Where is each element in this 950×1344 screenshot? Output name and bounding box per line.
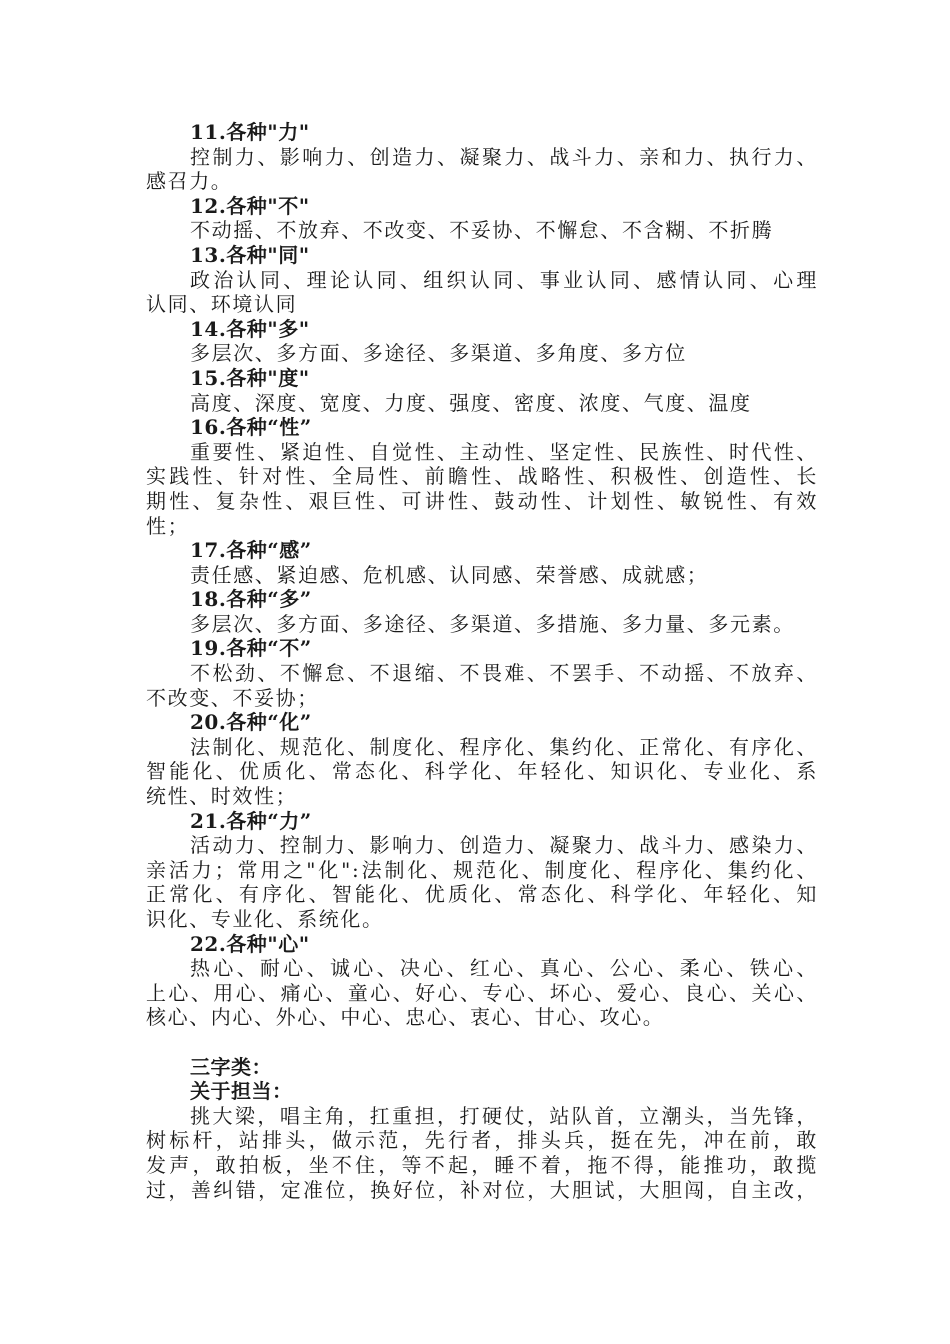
paragraph-line: 核心、内心、外心、中心、忠心、衷心、甘心、攻心。 bbox=[146, 1005, 665, 1030]
paragraph-line: 亲活力；常用之"化":法制化、规范化、制度化、程序化、集约化、 bbox=[146, 857, 818, 882]
paragraph-line: 感召力。 bbox=[146, 169, 233, 194]
section-heading: 关于担当： bbox=[190, 1079, 293, 1104]
paragraph-line: 责任感、紧迫感、危机感、认同感、荣誉感、成就感； bbox=[190, 562, 709, 587]
paragraph-line: 挑大梁，唱主角，扛重担，打硬仗，站队首，立潮头，当先锋， bbox=[190, 1103, 818, 1128]
document-page bbox=[146, 120, 818, 1202]
paragraph-line: 重要性、紧迫性、自觉性、主动性、坚定性、民族性、时代性、 bbox=[190, 439, 818, 464]
paragraph-line: 多层次、多方面、多途径、多渠道、多角度、多方位 bbox=[190, 341, 687, 366]
paragraph-line: 统性、时效性； bbox=[146, 784, 298, 809]
paragraph-line: 性； bbox=[146, 513, 190, 538]
paragraph-line: 控制力、影响力、创造力、凝聚力、战斗力、亲和力、执行力、 bbox=[190, 144, 818, 169]
section-heading: 12.各种"不" bbox=[190, 193, 310, 218]
section-heading: 17.各种“感” bbox=[190, 538, 312, 563]
paragraph-line: 法制化、规范化、制度化、程序化、集约化、正常化、有序化、 bbox=[190, 734, 818, 759]
paragraph-line: 识化、专业化、系统化。 bbox=[146, 907, 384, 931]
paragraph-line: 树标杆，站排头，做示范，先行者，排头兵，挺在先，冲在前，敢 bbox=[146, 1128, 818, 1153]
paragraph-line: 多层次、多方面、多途径、多渠道、多措施、多力量、多元素。 bbox=[190, 611, 795, 636]
section-heading: 15.各种"度" bbox=[190, 365, 310, 390]
paragraph-line: 发声，敢拍板，坐不住，等不起，睡不着，拖不得，能推功，敢揽 bbox=[146, 1152, 818, 1177]
paragraph-line: 上心、用心、痛心、童心、好心、专心、坏心、爱心、良心、关心、 bbox=[146, 980, 818, 1005]
paragraph-line: 实践性、针对性、全局性、前瞻性、战略性、积极性、创造性、长 bbox=[146, 464, 818, 489]
paragraph-line: 活动力、控制力、影响力、创造力、凝聚力、战斗力、感染力、 bbox=[190, 833, 818, 858]
section-heading: 11.各种"力" bbox=[190, 120, 310, 144]
paragraph-line: 不动摇、不放弃、不改变、不妥协、不懈怠、不含糊、不折腾 bbox=[190, 218, 774, 243]
section-heading: 三字类： bbox=[190, 1054, 272, 1079]
paragraph-line: 热心、耐心、诚心、决心、红心、真心、公心、柔心、铁心、 bbox=[190, 956, 818, 981]
section-heading: 22.各种"心" bbox=[190, 931, 310, 956]
blank-line bbox=[146, 1030, 818, 1055]
paragraph-line: 政治认同、理论认同、组织认同、事业认同、感情认同、心理 bbox=[190, 267, 818, 292]
section-heading: 21.各种“力” bbox=[190, 808, 312, 833]
section-heading: 18.各种“多” bbox=[190, 587, 312, 612]
paragraph-line: 高度、深度、宽度、力度、强度、密度、浓度、气度、温度 bbox=[190, 390, 752, 415]
paragraph-line: 智能化、优质化、常态化、科学化、年轻化、知识化、专业化、系 bbox=[146, 759, 818, 784]
section-heading: 16.各种“性” bbox=[190, 415, 312, 440]
paragraph-line: 认同、环境认同 bbox=[146, 292, 298, 317]
section-heading: 20.各种“化” bbox=[190, 710, 312, 735]
paragraph-line: 不改变、不妥协； bbox=[146, 685, 319, 710]
paragraph-line: 过，善纠错，定准位，换好位，补对位，大胆试，大胆闯，自主改， bbox=[146, 1177, 818, 1202]
paragraph-line: 期性、复杂性、艰巨性、可讲性、鼓动性、计划性、敏锐性、有效 bbox=[146, 488, 818, 513]
paragraph-line: 不松劲、不懈怠、不退缩、不畏难、不罢手、不动摇、不放弃、 bbox=[190, 661, 818, 686]
section-heading: 13.各种"同" bbox=[190, 242, 310, 267]
paragraph-line: 正常化、有序化、智能化、优质化、常态化、科学化、年轻化、知 bbox=[146, 882, 818, 907]
section-heading: 14.各种"多" bbox=[190, 316, 310, 341]
section-heading: 19.各种“不” bbox=[190, 636, 312, 661]
